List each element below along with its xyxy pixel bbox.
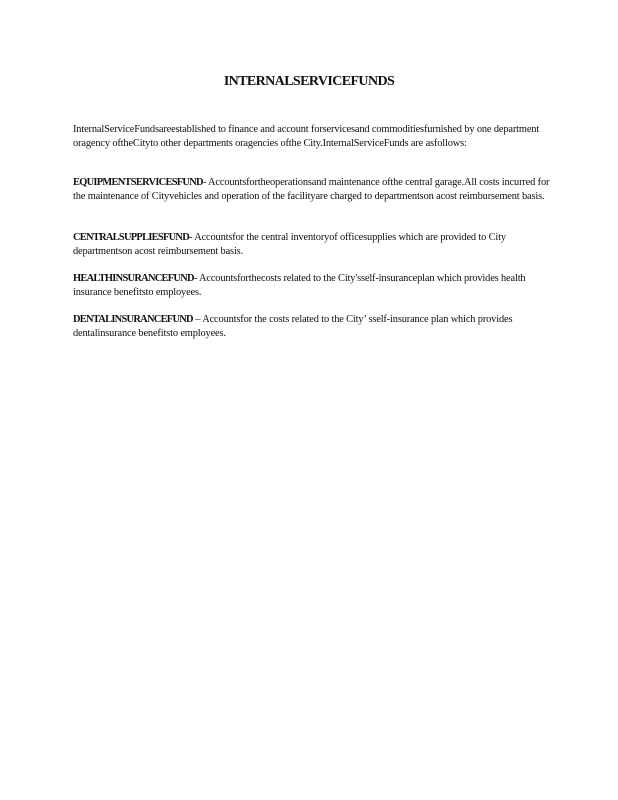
- fund-description-central-supplies: [73, 231, 563, 258]
- fund-description-text: - Accountsfor the central inventoryof officesupplies which are provided to City departmentson acost reimbursement basis.: [73, 232, 506, 257]
- fund-heading: DENTALINSURANCEFUND: [73, 314, 193, 325]
- fund-heading: CENTRALSUPPLIESFUND: [73, 232, 190, 243]
- fund-description-dental-insurance: [73, 313, 563, 340]
- fund-heading: HEALTHINSURANCEFUND: [73, 273, 194, 284]
- page-title: INTERNALSERVICEFUNDS: [223, 74, 395, 89]
- fund-description-text: - Accountsfortheoperationsand maintenance ofthe central garage.All costs incurred for the maintenance of Cityvehicles and operation of the facilityare charged to departmentson acost reimbursement basis.: [73, 177, 550, 202]
- fund-description-health-insurance: [73, 272, 563, 299]
- fund-description-text: - Accountsforthecosts related to the City'sself-insuranceplan which provides health insurance benefitsto employees.: [73, 273, 526, 298]
- intro-paragraph: InternalServiceFundsareestablished to finance and account forservicesand commoditiesfurnished by one department oragency oftheCityto other departments oragencies ofthe City.InternalServiceFunds are asfollows:: [73, 124, 540, 149]
- fund-description-text: – Accountsfor the costs related to the City’ sself-insurance plan which provides dentalinsurance benefitsto employees.: [73, 314, 513, 339]
- fund-description-equipment-services: [73, 176, 563, 203]
- fund-heading: EQUIPMENTSERVICESFUND: [73, 177, 203, 188]
